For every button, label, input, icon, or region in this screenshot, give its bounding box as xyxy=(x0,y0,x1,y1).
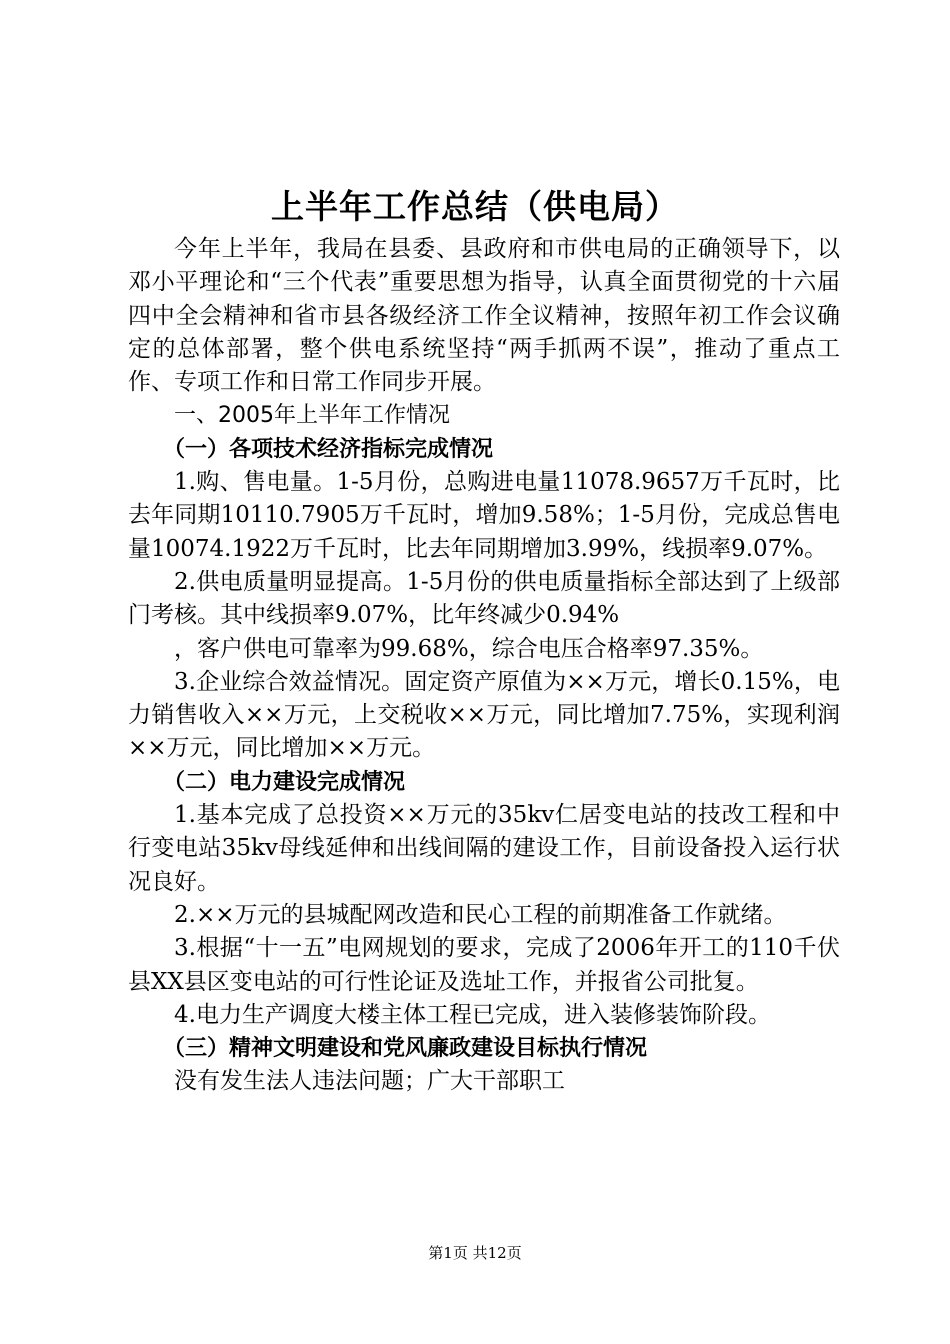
document-title: 上半年工作总结（供电局） xyxy=(271,187,679,226)
paragraph-reliability: ，客户供电可靠率为99.68%，综合电压合格率97.35%。 xyxy=(174,635,764,662)
intro-paragraph: 今年上半年，我局在县委、县政府和市供电局的正确领导下，以邓小平理论和“三个代表”重要思想为指导，认真全面贯彻党的十六届四中全会精神和省市县各级经济工作全议精神，按照年初工作会议确定的总体部署，整个供电系统坚持“两手抓两不误”，推动了重点工作、专项工作和日常工作同步开展。 xyxy=(128,236,840,396)
paragraph-construction-1: 1.基本完成了总投资××万元的35kv仁居变电站的技改工程和中行变电站35kv母线延伸和出线间隔的建设工作，目前设备投入运行状况良好。 xyxy=(128,802,840,895)
section-heading-1: 一、2005年上半年工作情况 xyxy=(174,403,450,429)
paragraph-civility: 没有发生法人违法问题；广大干部职工 xyxy=(174,1068,565,1095)
paragraph-purchase-sales: 1.购、售电量。1-5月份，总购进电量11078.9657万千瓦时，比去年同期10110.7905万千瓦时，增加9.58%；1-5月份，完成总售电量10074.1922万千瓦时，比去年同期增加3.99%，线损率9.07%。 xyxy=(128,469,840,562)
paragraph-construction-3: 3.根据“十一五”电网规划的要求，完成了2006年开工的110千伏县XX县区变电站的可行性论证及选址工作，并报省公司批复。 xyxy=(128,935,840,995)
paragraph-construction-4: 4.电力生产调度大楼主体工程已完成，进入装修装饰阶段。 xyxy=(174,1001,771,1028)
paragraph-supply-quality: 2.供电质量明显提高。1-5月份的供电质量指标全部达到了上级部门考核。其中线损率9.07%，比年终减少0.94% xyxy=(128,568,840,629)
page-number: 第1页 共12页 xyxy=(428,1244,522,1262)
subsection-heading-1: （一）各项技术经济指标完成情况 xyxy=(163,436,494,462)
subsection-heading-3: （三）精神文明建设和党风廉政建设目标执行情况 xyxy=(163,1036,648,1062)
document-body xyxy=(128,233,840,1099)
subsection-heading-2: （二）电力建设完成情况 xyxy=(163,769,406,795)
paragraph-construction-2: 2.××万元的县城配网改造和民心工程的前期准备工作就绪。 xyxy=(174,901,787,928)
paragraph-benefits: 3.企业综合效益情况。固定资产原值为××万元，增长0.15%，电力销售收入××万元，上交税收××万元，同比增加7.75%，实现利润××万元，同比增加××万元。 xyxy=(128,668,840,762)
